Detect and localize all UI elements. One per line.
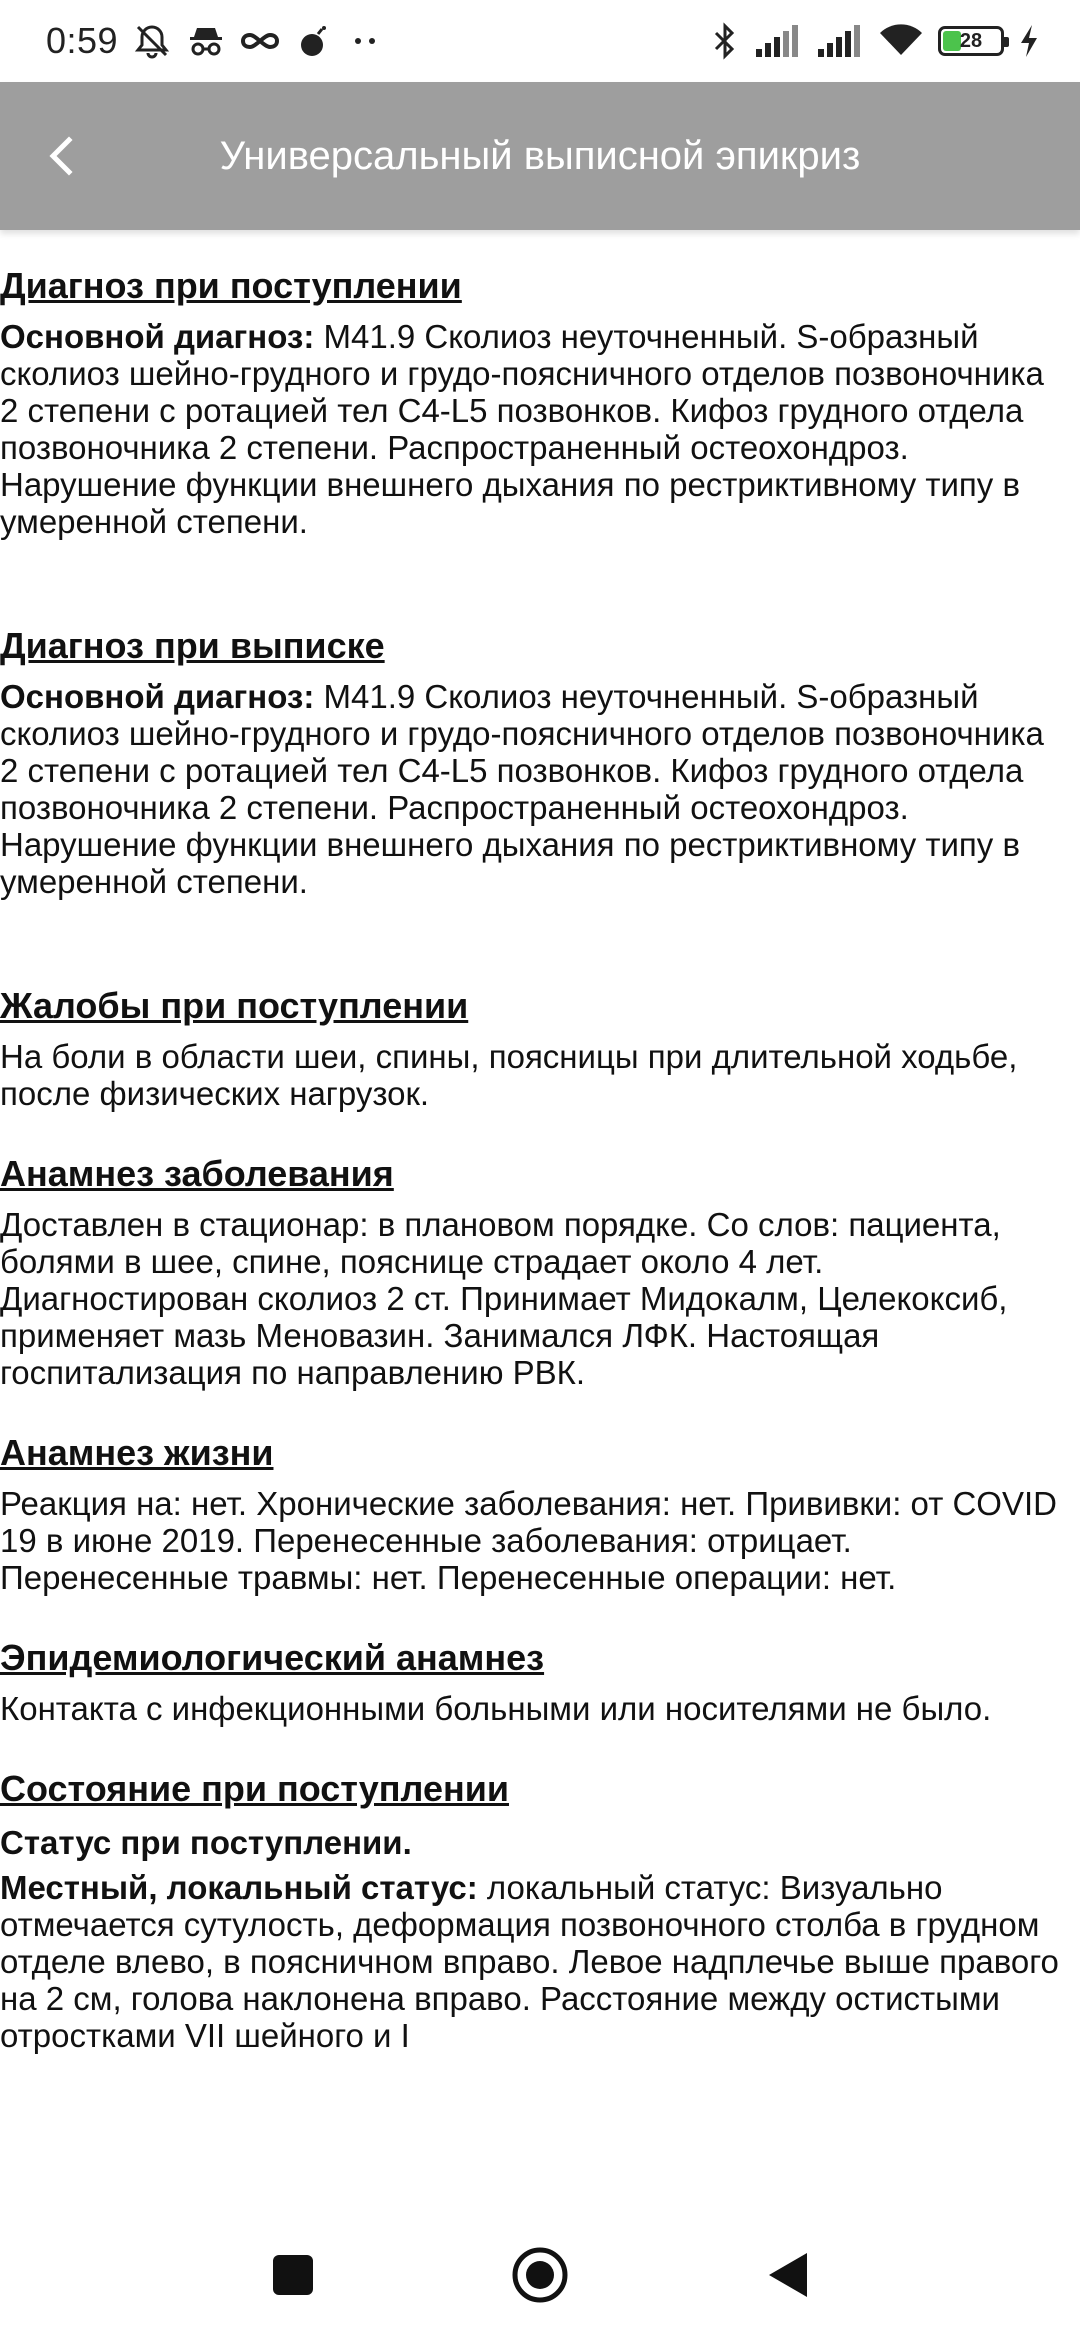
section-life-history <box>0 1427 1068 1596</box>
charging-icon <box>1018 23 1040 59</box>
section-text: Реакция на: нет. Хронические заболевания: нет. Прививки: от COVID 19 в июне 2019. Перенесенные заболевания: отрицает. Перенесенные травмы: нет. Перенесенные операции: нет. <box>0 1485 1057 1596</box>
home-button[interactable] <box>480 2215 600 2335</box>
section-epidemiology <box>0 1632 1068 1727</box>
infinity-icon <box>240 21 280 61</box>
status-bar <box>0 0 1080 82</box>
field-value: M41.9 Сколиоз неуточненный. S-образный сколиоз шейно-грудного и грудо-поясничного отделов позвоночника 2 степени с ротацией тел C4-L5 позвонков. Кифоз грудного отдела позвоночника 2 степени. Распространенный остеохондроз. Нарушение функции внешнего дыхания по рестриктивному типу в умеренной степени. <box>0 678 1044 900</box>
status-time: 0:59 <box>46 20 119 61</box>
triangle-left-icon <box>763 2249 811 2301</box>
section-text: Контакта с инфекционными больными или носителями не было. <box>0 1690 992 1727</box>
more-dots-icon <box>348 21 384 61</box>
section-subtitle: Статус при поступлении. <box>0 1824 412 1861</box>
chevron-left-icon <box>41 134 85 178</box>
section-text <box>0 1869 1068 2054</box>
section-admission-state <box>0 1763 1068 2054</box>
section-complaints <box>0 980 1068 1112</box>
section-text <box>0 318 1068 540</box>
section-text <box>0 678 1068 900</box>
section-text: На боли в области шеи, спины, поясницы при длительной ходьбе, после физических нагрузок. <box>0 1038 1018 1112</box>
bluetooth-icon <box>710 21 740 61</box>
bomb-icon <box>294 21 334 61</box>
signal-icon <box>754 23 802 59</box>
field-value: M41.9 Сколиоз неуточненный. S-образный сколиоз шейно-грудного и грудо-поясничного отделов позвоночника 2 степени с ротацией тел C4-L5 позвонков. Кифоз грудного отдела позвоночника 2 степени. Распространенный остеохондроз. Нарушение функции внешнего дыхания по рестриктивному типу в умеренной степени. <box>0 318 1044 540</box>
section-disease-history <box>0 1148 1068 1391</box>
back-button[interactable] <box>8 101 118 211</box>
field-label: Местный, локальный статус: <box>0 1869 478 1906</box>
signal-icon <box>816 23 864 59</box>
section-admission-diagnosis <box>0 260 1068 540</box>
battery-icon <box>938 26 1004 56</box>
section-title: Эпидемиологический анамнез <box>0 1637 545 1678</box>
field-value: локальный статус: Визуально отмечается сутулость, деформация позвоночного столба в грудном отделе влево, в поясничном вправо. Левое надплечье выше правого на 2 см, голова наклонена вправо. Расстояние между остистыми отростками VII шейного и I <box>0 1869 1059 2054</box>
section-title: Анамнез жизни <box>0 1432 274 1473</box>
incognito-icon <box>186 21 226 61</box>
section-title: Состояние при поступлении <box>0 1768 509 1809</box>
section-title: Анамнез заболевания <box>0 1153 394 1194</box>
section-text: Доставлен в стационар: в плановом порядке. Со слов: пациента, болями в шее, спине, пояснице страдает около 4 лет. Диагностирован сколиоз 2 ст. Принимает Мидокалм, Целекоксиб, применяет мазь Меновазин. Занимался ЛФК. Настоящая госпитализация по направлению РВК. <box>0 1206 1008 1391</box>
field-label: Основной диагноз: <box>0 318 315 355</box>
section-title: Жалобы при поступлении <box>0 985 469 1026</box>
page-title: Универсальный выписной эпикриз <box>219 133 861 178</box>
wifi-icon <box>878 23 924 59</box>
field-label: Основной диагноз: <box>0 678 315 715</box>
section-title: Диагноз при выписке <box>0 625 385 666</box>
app-bar <box>0 82 1080 230</box>
section-discharge-diagnosis <box>0 620 1068 900</box>
section-title: Диагноз при поступлении <box>0 265 462 306</box>
nav-back-button[interactable] <box>727 2215 847 2335</box>
recents-button[interactable] <box>233 2215 353 2335</box>
square-icon <box>269 2251 317 2299</box>
discharge-summary-content[interactable] <box>0 240 1080 2210</box>
alarm-off-icon <box>132 21 172 61</box>
navigation-bar <box>0 2210 1080 2340</box>
battery-level: 28 <box>959 29 983 52</box>
circle-icon <box>510 2245 570 2305</box>
